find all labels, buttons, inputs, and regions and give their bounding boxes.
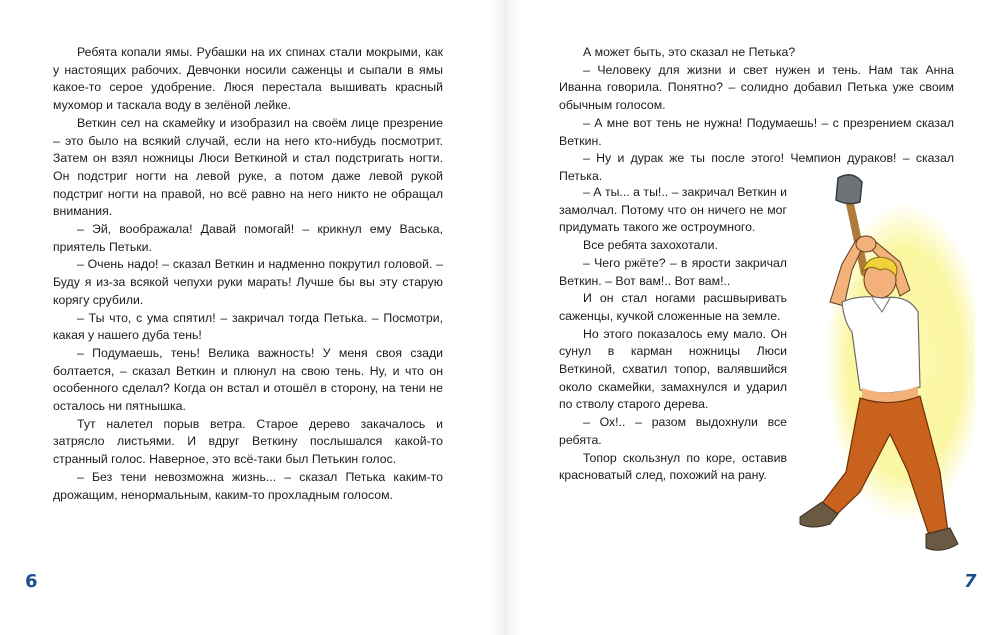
paragraph: – А ты... а ты!.. – закричал Веткин и замолчал. Потому что он ничего не мог придумать такого же остроумного.: [559, 185, 787, 235]
paragraph: Ребята копали ямы. Рубашки на их спинах стали мокрыми, как у настоящих рабочих. Девчонки носили саженцы и сыпали в ямы какое-то серое удобрение. Люся перестала вышивать красный мухомор и таскала воду в зелёной лейке.: [53, 45, 443, 113]
hands: [856, 236, 876, 252]
right-page-text-bottom: [559, 184, 787, 485]
paragraph: – Без тени невозможна жизнь... – сказал Петька каким-то дрожащим, ненормальным, каким-то прохладным голосом.: [53, 469, 443, 502]
paragraph: Все ребята захохотали.: [583, 238, 718, 253]
page-number-left: 6: [25, 571, 38, 592]
paragraph: – А мне вот тень не нужна! Подумаешь! – с презрением сказал Веткин.: [559, 115, 954, 148]
paragraph: – Ты что, с ума спятил! – закричал тогда Петька. – Посмотри, какая у нашего дуба тень!: [53, 310, 443, 343]
paragraph: И он стал ногами расшвыривать саженцы, кучкой сложенные на земле.: [559, 291, 787, 323]
page-number-right: 7: [964, 571, 977, 592]
paragraph: – Чего ржёте? – в ярости закричал Веткин. – Вот вам!.. Вот вам!..: [559, 255, 787, 288]
paragraph: – Человеку для жизни и свет нужен и тень. Нам так Анна Иванна говорила. Понятно? – солидно добавил Петька уже своим обычным голосом.: [559, 62, 954, 113]
paragraph: – Эй, воображала! Давай помогай! – крикнул ему Васька, приятель Петьки.: [53, 222, 443, 254]
paragraph: Веткин сел на скамейку и изобразил на своём лице презрение – это было на всякий случай, если на него кто-нибудь посмотрит. Затем он взял ножницы Люси Веткиной и стал подстригать ногти. Он подстриг ногти на левой руке, а потом даже левой рукой подстриг ногти на правой, но всё равно на него никто не обращал внимания.: [53, 115, 443, 219]
paragraph: – Ну и дурак же ты после этого! Чемпион дураков! – сказал Петька.: [559, 151, 954, 183]
paragraph: – Очень надо! – сказал Веткин и надменно покрутил головой. – Буду я из-за всякой чепухи руки марать! Лучше бы вы эту старую корягу срубили.: [53, 257, 443, 307]
book-gutter: [490, 0, 520, 635]
left-page-text: [53, 44, 443, 504]
paragraph: Но этого показалось ему мало. Он сунул в карман ножницы Люси Веткиной, схватил топор, валявшийся около скамейки, замахнулся и ударил по стволу старого дерева.: [559, 326, 787, 412]
boy-with-axe-illustration: [790, 172, 975, 567]
paragraph: – Ох!.. – разом выдохнули все ребята.: [559, 415, 787, 447]
axe-blade: [836, 175, 862, 204]
right-page-text-top: [559, 44, 954, 186]
paragraph: Топор скользнул по коре, оставив красноватый след, похожий на рану.: [559, 450, 787, 483]
paragraph: – Подумаешь, тень! Велика важность! У меня своя сзади болтается, – сказал Веткин и плюнул на свою тень. Ну, и что он особенного сделал? Когда он встал и отошёл в сторону, на тени не осталось ни пятнышка.: [53, 345, 443, 414]
paragraph: А может быть, это сказал не Петька?: [583, 45, 796, 59]
paragraph: Тут налетел порыв ветра. Старое дерево закачалось и затрясло листьями. И вдруг Веткину послышался какой-то странный голос. Наверное, это всё-таки был Петькин голос.: [53, 416, 443, 467]
